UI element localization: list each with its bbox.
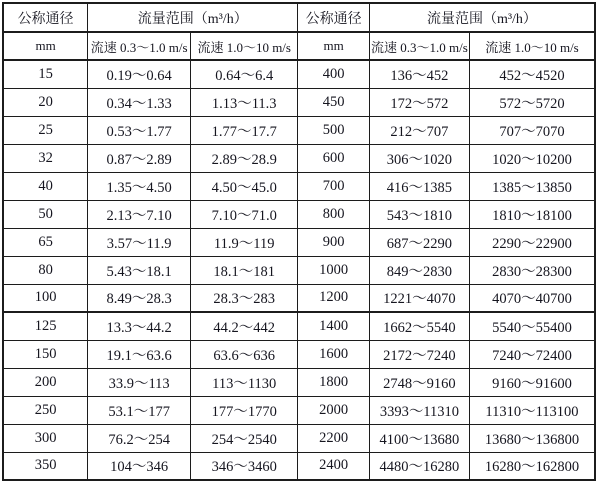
diameter-cell: 100	[3, 284, 88, 312]
diameter-cell: 450	[298, 88, 370, 116]
diameter-cell: 2400	[298, 452, 370, 480]
flow-range-header-right: 流量范围（m³/h）	[369, 3, 595, 32]
flow-low-cell: 136～452	[369, 60, 469, 88]
flow-low-cell: 76.2～254	[88, 424, 191, 452]
table-row	[3, 368, 595, 396]
diameter-cell: 1000	[298, 256, 370, 284]
flow-low-cell: 0.19～0.64	[88, 60, 191, 88]
flow-high-cell: 177～1770	[191, 396, 298, 424]
diameter-cell: 1800	[298, 368, 370, 396]
table-row	[3, 144, 595, 172]
table-row	[3, 200, 595, 228]
flow-high-cell: 2290～22900	[469, 228, 595, 256]
diameter-cell: 1400	[298, 312, 370, 340]
flow-high-cell: 113～1130	[191, 368, 298, 396]
flow-high-cell: 4.50～45.0	[191, 172, 298, 200]
diameter-cell: 600	[298, 144, 370, 172]
diameter-cell: 500	[298, 116, 370, 144]
diameter-cell: 125	[3, 312, 88, 340]
diameter-cell: 65	[3, 228, 88, 256]
flow-low-cell: 416～1385	[369, 172, 469, 200]
diameter-cell: 800	[298, 200, 370, 228]
diameter-cell: 32	[3, 144, 88, 172]
flow-low-cell: 0.53～1.77	[88, 116, 191, 144]
flow-low-cell: 33.9～113	[88, 368, 191, 396]
flow-low-cell: 2748～9160	[369, 368, 469, 396]
diameter-header-left: 公称通径	[3, 3, 88, 32]
flow-high-cell: 11310～113100	[469, 396, 595, 424]
diameter-header-right: 公称通径	[298, 3, 370, 32]
flow-high-cell: 1385～13850	[469, 172, 595, 200]
flow-range-header-left: 流量范围（m³/h）	[88, 3, 298, 32]
table-row	[3, 424, 595, 452]
table-row	[3, 256, 595, 284]
flow-low-cell: 2.13～7.10	[88, 200, 191, 228]
flow-high-cell: 346～3460	[191, 452, 298, 480]
flow-high-cell: 28.3～283	[191, 284, 298, 312]
flow-high-cell: 18.1～181	[191, 256, 298, 284]
flow-high-cell: 2.89～28.9	[191, 144, 298, 172]
diameter-cell: 700	[298, 172, 370, 200]
diameter-cell: 900	[298, 228, 370, 256]
diameter-cell: 1200	[298, 284, 370, 312]
flow-low-cell: 1221～4070	[369, 284, 469, 312]
flow-low-cell: 5.43～18.1	[88, 256, 191, 284]
flow-low-cell: 0.87～2.89	[88, 144, 191, 172]
flow-high-cell: 4070～40700	[469, 284, 595, 312]
flow-high-cell: 7.10～71.0	[191, 200, 298, 228]
diameter-cell: 200	[3, 368, 88, 396]
velocity-high-header-left: 流速 1.0～10 m/s	[191, 32, 298, 60]
velocity-low-header-right: 流速 0.3～1.0 m/s	[369, 32, 469, 60]
flow-low-cell: 1.35～4.50	[88, 172, 191, 200]
flow-high-cell: 5540～55400	[469, 312, 595, 340]
table-row	[3, 172, 595, 200]
table-row	[3, 340, 595, 368]
table-row	[3, 116, 595, 144]
flow-high-cell: 1810～18100	[469, 200, 595, 228]
flow-high-cell: 16280～162800	[469, 452, 595, 480]
table-row	[3, 88, 595, 116]
diameter-cell: 150	[3, 340, 88, 368]
flow-high-cell: 11.9～119	[191, 228, 298, 256]
flow-low-cell: 4480～16280	[369, 452, 469, 480]
diameter-cell: 2200	[298, 424, 370, 452]
velocity-high-header-right: 流速 1.0～10 m/s	[469, 32, 595, 60]
diameter-cell: 80	[3, 256, 88, 284]
diameter-cell: 15	[3, 60, 88, 88]
flow-low-cell: 212～707	[369, 116, 469, 144]
flow-high-cell: 0.64～6.4	[191, 60, 298, 88]
unit-mm-header-left: mm	[3, 32, 88, 60]
flow-high-cell: 1.13～11.3	[191, 88, 298, 116]
flow-low-cell: 2172～7240	[369, 340, 469, 368]
flow-low-cell: 8.49～28.3	[88, 284, 191, 312]
flow-high-cell: 707～7070	[469, 116, 595, 144]
flow-low-cell: 19.1～63.6	[88, 340, 191, 368]
flow-high-cell: 2830～28300	[469, 256, 595, 284]
flow-low-cell: 172～572	[369, 88, 469, 116]
table-row	[3, 396, 595, 424]
table-row	[3, 452, 595, 480]
diameter-cell: 250	[3, 396, 88, 424]
flow-high-cell: 1.77～17.7	[191, 116, 298, 144]
flow-range-table	[2, 2, 596, 481]
flow-high-cell: 63.6～636	[191, 340, 298, 368]
flow-low-cell: 306～1020	[369, 144, 469, 172]
flow-high-cell: 13680～136800	[469, 424, 595, 452]
table-row	[3, 228, 595, 256]
table-header	[3, 3, 595, 60]
flow-low-cell: 3393～11310	[369, 396, 469, 424]
header-row-main	[3, 3, 595, 32]
flow-high-cell: 7240～72400	[469, 340, 595, 368]
flow-high-cell: 44.2～442	[191, 312, 298, 340]
diameter-cell: 2000	[298, 396, 370, 424]
velocity-low-header-left: 流速 0.3～1.0 m/s	[88, 32, 191, 60]
diameter-cell: 300	[3, 424, 88, 452]
flow-high-cell: 572～5720	[469, 88, 595, 116]
table-row	[3, 60, 595, 88]
diameter-cell: 25	[3, 116, 88, 144]
flow-low-cell: 53.1～177	[88, 396, 191, 424]
flow-high-cell: 1020～10200	[469, 144, 595, 172]
flow-low-cell: 543～1810	[369, 200, 469, 228]
diameter-cell: 40	[3, 172, 88, 200]
flow-low-cell: 13.3～44.2	[88, 312, 191, 340]
flow-low-cell: 687～2290	[369, 228, 469, 256]
flow-low-cell: 104～346	[88, 452, 191, 480]
diameter-cell: 400	[298, 60, 370, 88]
diameter-cell: 50	[3, 200, 88, 228]
diameter-cell: 350	[3, 452, 88, 480]
flow-low-cell: 4100～13680	[369, 424, 469, 452]
flow-low-cell: 1662～5540	[369, 312, 469, 340]
flow-high-cell: 254～2540	[191, 424, 298, 452]
diameter-cell: 20	[3, 88, 88, 116]
flow-low-cell: 0.34～1.33	[88, 88, 191, 116]
flow-low-cell: 849～2830	[369, 256, 469, 284]
unit-mm-header-right: mm	[298, 32, 370, 60]
flow-high-cell: 9160～91600	[469, 368, 595, 396]
table-row	[3, 312, 595, 340]
table-body	[3, 60, 595, 480]
diameter-cell: 1600	[298, 340, 370, 368]
flow-high-cell: 452～4520	[469, 60, 595, 88]
table-row	[3, 284, 595, 312]
header-row-sub	[3, 32, 595, 60]
flow-low-cell: 3.57～11.9	[88, 228, 191, 256]
